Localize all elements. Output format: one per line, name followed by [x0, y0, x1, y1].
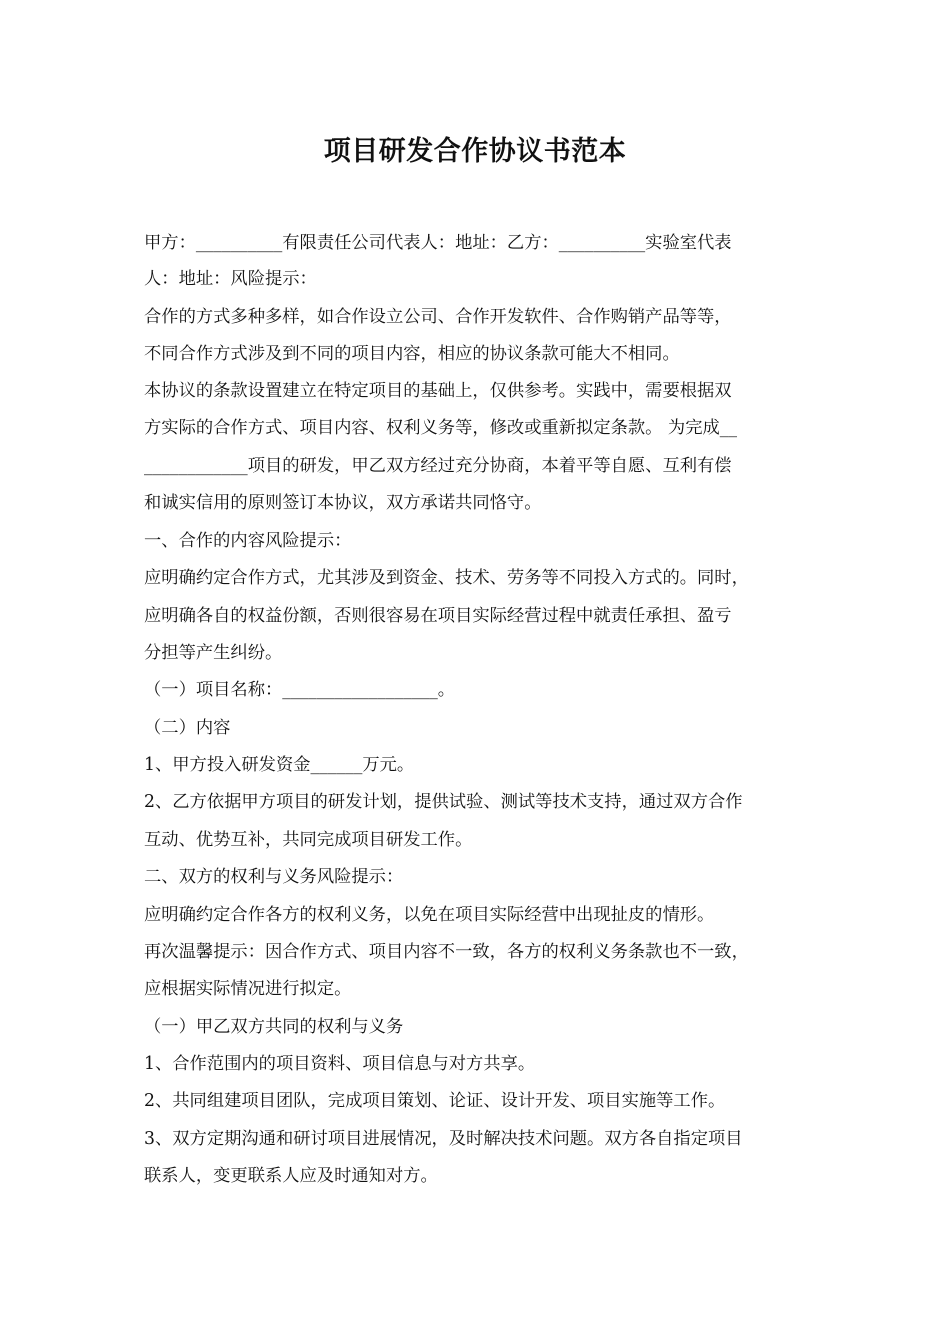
text-line: 应明确约定合作方式，尤其涉及到资金、技术、劳务等不同投入方式的。同时，: [144, 568, 749, 588]
text-line: 和诚实信用的原则签订本协议，双方承诺共同恪守。: [144, 493, 542, 513]
text-line: 应明确各自的权益份额，否则很容易在项目实际经营过程中就责任承担、盈亏: [144, 606, 732, 626]
text-line: 人：地址：风险提示：: [144, 269, 317, 289]
document-title: 项目研发合作协议书范本: [323, 136, 627, 167]
text-line: 甲方：__________有限责任公司代表人：地址：乙方：__________实验室代表: [144, 233, 732, 253]
text-line: 应明确约定合作各方的权利义务，以免在项目实际经营中出现扯皮的情形。: [144, 905, 715, 925]
text-line: 分担等产生纠纷。: [144, 643, 283, 663]
text-line: 联系人，变更联系人应及时通知对方。: [144, 1166, 438, 1186]
text-line: 互动、优势互补，共同完成项目研发工作。: [144, 830, 473, 850]
text-line: 合作的方式多种多样，如合作设立公司、合作开发软件、合作购销产品等等，: [144, 307, 732, 327]
text-line: 不同合作方式涉及到不同的项目内容，相应的协议条款可能大不相同。: [144, 344, 680, 364]
text-line: ____________项目的研发，甲乙双方经过充分协商，本着平等自愿、互利有偿: [144, 456, 732, 476]
text-line: （一）项目名称：__________________。: [144, 680, 456, 700]
text-line: 方实际的合作方式、项目内容、权利义务等，修改或重新拟定条款。 为完成__: [144, 418, 738, 438]
text-line: 再次温馨提示：因合作方式、项目内容不一致，各方的权利义务条款也不一致，: [144, 942, 749, 962]
text-line: （二）内容: [144, 718, 231, 738]
section-heading: 一、合作的内容风险提示：: [144, 531, 352, 551]
text-line: 3、双方定期沟通和研讨项目进展情况，及时解决技术问题。双方各自指定项目: [144, 1129, 743, 1149]
text-line: 2、乙方依据甲方项目的研发计划，提供试验、测试等技术支持，通过双方合作: [144, 792, 743, 812]
text-line: 2、共同组建项目团队，完成项目策划、论证、设计开发、项目实施等工作。: [144, 1091, 726, 1111]
text-line: 1、合作范围内的项目资料、项目信息与对方共享。: [144, 1054, 536, 1074]
text-line: （一）甲乙双方共同的权利与义务: [144, 1017, 404, 1037]
section-heading: 二、双方的权利与义务风险提示：: [144, 867, 404, 887]
text-line: 1、甲方投入研发资金______万元。: [144, 755, 415, 775]
text-line: 本协议的条款设置建立在特定项目的基础上，仅供参考。实践中，需要根据双: [144, 381, 732, 401]
text-line: 应根据实际情况进行拟定。: [144, 979, 352, 999]
